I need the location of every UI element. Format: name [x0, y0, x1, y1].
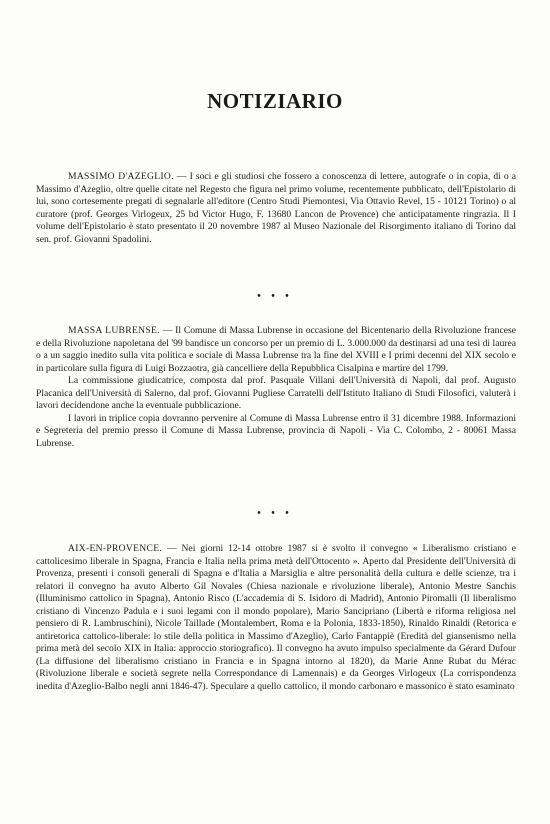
- notice-heading: MASSA LUBRENSE.: [68, 325, 160, 336]
- notice-heading: AIX-EN-PROVENCE.: [68, 543, 163, 554]
- section-separator: • • •: [257, 291, 293, 302]
- page-title: NOTIZIARIO: [207, 89, 343, 113]
- notice-aix-en-provence: [36, 543, 516, 694]
- notice-massa-lubrense: [36, 325, 516, 450]
- notice-body: — I soci e gli studiosi che fossero a conoscenza di lettere, autografe o in copia, di o a Massimo d'Azeglio, oltre quelle citate nel Regesto che figura nel primo volume, recentemente pubblicato, dell'Epistolario di lui, sono cortesemente pregati di segnalarle all'editore (Centro Studi Piemontesi, Via Ottavio Revel, 15 - 10121 Torino) o al curatore (prof. Georges Virlogeux, 25 bd Victor Hugo, F. 13680 Lancon de Provence) che anticipatamente ringrazia. Il I volume dell'Epistolario è stato presentato il 20 novembre 1987 al Museo Nazionale del Risorgimento italiano di Torino dal sen. prof. Giovanni Spadolini.: [36, 171, 516, 245]
- notice-massimo-dazeglio: [36, 171, 516, 246]
- notice-paragraph: [36, 543, 516, 694]
- notice-paragraph: [36, 171, 516, 246]
- notice-paragraph: La commissione giudicatrice, composta dal prof. Pasquale Villani dell'Università di Napoli, dal prof. Augusto Placanica dell'Università di Salerno, dal prof. Giovanni Pugliese Carratelli dell'Istituto Italiano di Studi Filosofici, valuterà i lavori decidendone anche la eventuale pubblicazione.: [36, 375, 516, 412]
- notice-body: — Nei giorni 12-14 ottobre 1987 si è svolto il convegno « Liberalismo cristiano e cattolicesimo liberale in Spagna, Francia e Italia nella prima metà dell'Ottocento ». Aperto dal Presidente dell'Università di Provenza, presenti i consoli generali di Spagna e d'Italia a Marsiglia e altre personalità della cultura e delle scienze, tra i relatori il convegno ha avuto Alberto Gil Novales (Chiesa nazionale e rivoluzione liberale), Antonio Mestre Sanchis (Illuminismo cattolico in Spagna), Antonio Risco (L'accademia di S. Isidoro di Madrid), Antonio Piromalli (Il liberalismo cristiano di Vincenzo Padula e i suoi legami con il mondo popolare), Mario Sancipriano (Libertà e riforma religiosa nel pensiero di R. Lambruschini), Nicole Taillade (Montalembert, Roma e la Polonia, 1833-1850), Rinaldo Rinaldi (Retorica e antiretorica cattolico-liberale: lo stile della politica in Massimo d'Azeglio), Carlo Fantappiè (Eredità del giansenismo nella prima metà del secolo XIX in Italia: approccio storiografico). Il convegno ha avuto impulso specialmente da Gérard Dufour (La diffusione del liberalismo cristiano in Francia e in Spagna intorno al 1820), da Marie Anne Rubat du Mérac (Rivoluzione liberale e società segrete nella Correspondance di Lamennais) e da Georges Virlogeux (La corrispondenza inedita d'Azeglio-Balbo negli anni 1846-47). Speculare a quello cattolico, il mondo carbonaro e massonico è stato esaminato: [36, 543, 517, 693]
- notice-paragraph: [36, 325, 516, 375]
- notice-body: — Il Comune di Massa Lubrense in occasione del Bicentenario della Rivoluzione francese e della Rivoluzione napoletana del '99 bandisce un concorso per un premio di L. 3.000.000 da destinarsi ad una tesi di laurea o a un saggio inedito sulla vita politica e sociale di Massa Lubrense tra la fine del XVIII e I primi decenni del XIX secolo e in particolare sulla figura di Luigi Bozzaotra, già cancelliere della Repubblica Cisalpina e martire del 1799.: [36, 325, 516, 374]
- notice-paragraph: I lavori in triplice copia dovranno pervenire al Comune di Massa Lubrense entro il 31 dicembre 1988. Informazioni e Segreteria del premio presso il Comune di Massa Lubrense, provincia di Napoli - Via C. Colombo, 2 - 80061 Massa Lubrense.: [36, 412, 516, 449]
- notice-heading: MASSIMO D'AZEGLIO.: [68, 171, 174, 182]
- section-separator: • • •: [257, 508, 293, 519]
